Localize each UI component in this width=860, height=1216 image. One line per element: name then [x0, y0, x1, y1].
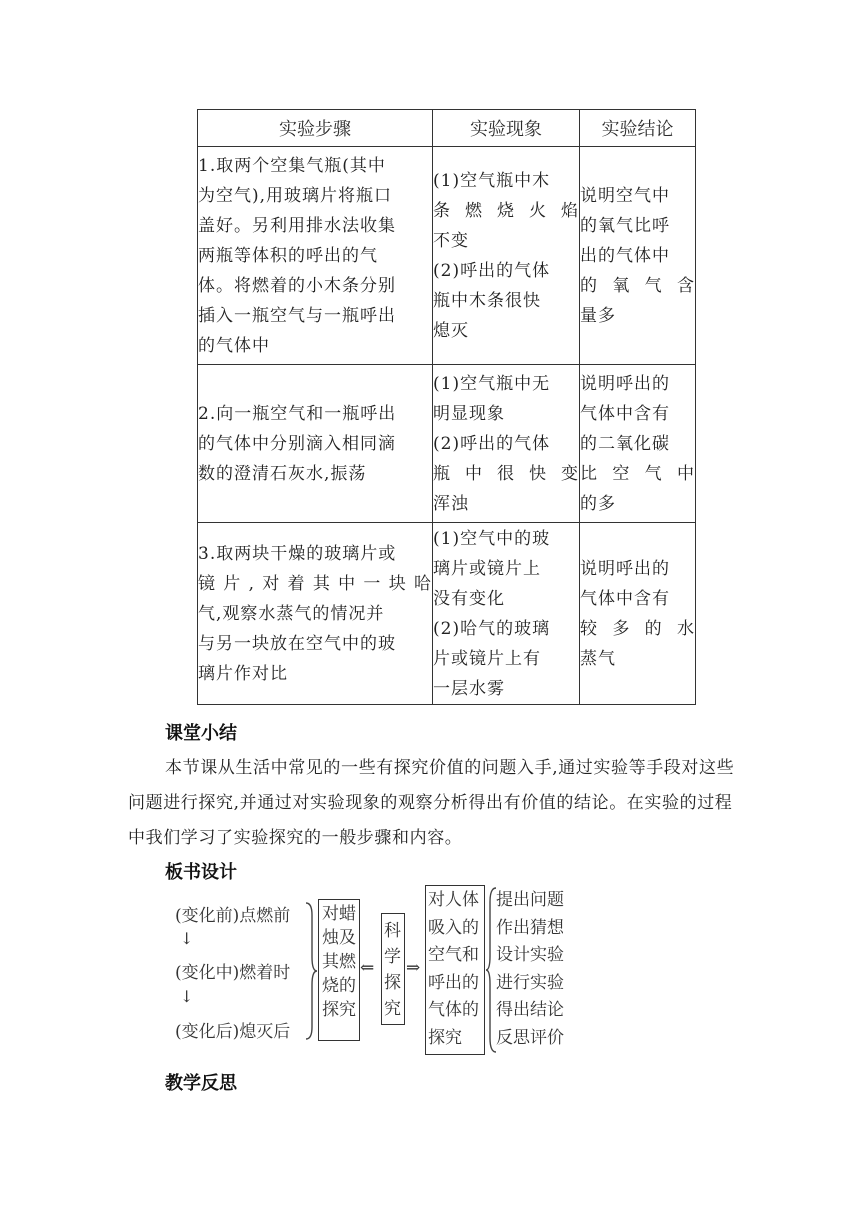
down-arrow-icon: ↓	[180, 987, 194, 1006]
phenomenon-line: 瓶中很快变	[433, 463, 579, 484]
phenomenon-line: 熄灭	[433, 320, 469, 341]
phenomenon-line: 璃片或镜片上	[433, 558, 541, 579]
science-inquiry-char: 探	[384, 973, 401, 993]
conclusion-line: 说明呼出的	[580, 558, 670, 579]
step-line: 两瓶等体积的呼出的气	[198, 245, 378, 266]
header-conclusion: 实验结论	[580, 110, 696, 147]
conclusion-line: 气体中含有	[580, 588, 670, 609]
phenomenon-line: (2)哈气的玻璃	[433, 618, 551, 639]
body-gas-inquiry-line: 气体的	[428, 1000, 479, 1020]
inquiry-step: 作出猜想	[496, 917, 564, 938]
phenomenon-line: (2)呼出的气体	[433, 260, 551, 281]
science-inquiry-text	[384, 918, 401, 1022]
summary-paragraph-line: 中我们学习了实验探究的一般步骤和内容。	[128, 828, 463, 848]
step-line: 2.向一瓶空气和一瓶呼出	[198, 403, 397, 424]
table-row	[198, 147, 696, 365]
body-gas-inquiry-text	[428, 887, 479, 1052]
step-line: 的气体中分别滴入相同滴	[198, 433, 396, 454]
step-cell	[198, 523, 433, 705]
right-double-arrow-icon: ⇒	[406, 958, 421, 978]
conclusion-line: 量多	[580, 305, 616, 326]
left-double-arrow-icon: ⇐	[360, 958, 375, 978]
table-row	[198, 523, 696, 705]
board-heading: 板书设计	[165, 862, 237, 883]
phenomenon-line: 片或镜片上有	[433, 648, 541, 669]
candle-inquiry-line: 烧的	[322, 976, 356, 996]
phenomenon-cell	[433, 147, 580, 365]
conclusion-cell	[580, 147, 696, 365]
conclusion-line: 的氧气比呼	[580, 215, 670, 236]
inquiry-step: 得出结论	[496, 1000, 564, 1020]
candle-inquiry-line: 对蜡	[322, 904, 356, 924]
conclusion-line: 的多	[580, 493, 616, 514]
inquiry-step: 反思评价	[496, 1027, 564, 1048]
step-cell	[198, 365, 433, 523]
conclusion-cell	[580, 365, 696, 523]
phenomenon-cell	[433, 365, 580, 523]
conclusion-line: 出的气体中	[580, 245, 670, 266]
body-gas-inquiry-line: 对人体	[428, 890, 479, 910]
stage-during: (变化中)燃着时	[175, 963, 291, 983]
phenomenon-line: 浑浊	[433, 493, 469, 514]
candle-inquiry-line: 探究	[322, 1000, 356, 1020]
stage-after: (变化后)熄灭后	[175, 1022, 291, 1042]
phenomenon-line: 不变	[433, 230, 469, 251]
stage-before: (变化前)点燃前	[175, 906, 291, 926]
phenomenon-line: (1)空气瓶中木	[433, 170, 551, 191]
step-line: 为空气),用玻璃片将瓶口	[198, 185, 393, 206]
conclusion-line: 气体中含有	[580, 403, 670, 424]
conclusion-line: 说明空气中	[580, 185, 670, 206]
step-line: 数的澄清石灰水,振荡	[198, 463, 367, 484]
conclusion-cell	[580, 523, 696, 705]
conclusion-line: 蒸气	[580, 648, 616, 669]
phenomenon-line: (1)空气中的玻	[433, 528, 551, 549]
phenomenon-line: 一层水雾	[433, 678, 505, 699]
table-row	[198, 365, 696, 523]
step-line: 体。将燃着的小木条分别	[198, 275, 396, 296]
step-line: 的气体中	[198, 335, 270, 356]
step-line: 3.取两块干燥的玻璃片或	[198, 543, 397, 564]
candle-inquiry-line: 烛及	[322, 928, 356, 948]
conclusion-line: 说明呼出的	[580, 373, 670, 394]
step-line: 璃片作对比	[198, 663, 288, 684]
phenomenon-line: 瓶中木条很快	[433, 290, 541, 311]
science-inquiry-char: 学	[384, 947, 401, 967]
phenomenon-line: 条燃烧火焰	[433, 200, 579, 221]
phenomenon-line: 明显现象	[433, 403, 505, 424]
conclusion-line: 较多的水	[580, 618, 695, 639]
table-header-row	[198, 110, 696, 147]
body-gas-inquiry-line: 空气和	[428, 945, 479, 965]
inquiry-step: 提出问题	[496, 890, 564, 910]
science-inquiry-char: 究	[384, 999, 401, 1019]
conclusion-line: 的氧气含	[580, 275, 695, 296]
step-line: 与另一块放在空气中的玻	[198, 633, 396, 654]
phenomenon-cell	[433, 523, 580, 705]
inquiry-steps-list	[496, 887, 564, 1052]
body-gas-inquiry-line: 探究	[428, 1027, 462, 1048]
phenomenon-line: (2)呼出的气体	[433, 433, 551, 454]
inquiry-step: 设计实验	[496, 945, 564, 965]
step-line: 插入一瓶空气与一瓶呼出	[198, 305, 396, 326]
step-line: 镜片,对着其中一块哈	[198, 573, 432, 594]
conclusion-line: 的二氧化碳	[580, 433, 670, 454]
step-cell	[198, 147, 433, 365]
candle-inquiry-line: 其燃	[322, 952, 356, 972]
phenomenon-line: 没有变化	[433, 588, 505, 609]
step-line: 气,观察水蒸气的情况并	[198, 603, 385, 624]
down-arrow-icon: ↓	[180, 929, 194, 948]
phenomenon-line: (1)空气瓶中无	[433, 373, 551, 394]
step-line: 盖好。另利用排水法收集	[198, 215, 396, 236]
step-line: 1.取两个空集气瓶(其中	[198, 155, 386, 176]
header-steps: 实验步骤	[198, 110, 433, 147]
reflection-heading: 教学反思	[165, 1073, 237, 1094]
summary-paragraph-line: 问题进行探究,并通过对实验现象的观察分析得出有价值的结论。在实验的过程	[128, 793, 733, 813]
summary-heading: 课堂小结	[165, 723, 237, 744]
science-inquiry-char: 科	[384, 921, 401, 941]
conclusion-line: 比空气中	[580, 463, 695, 484]
body-gas-inquiry-line: 呼出的	[428, 972, 479, 993]
candle-inquiry-text	[322, 902, 356, 1022]
experiment-table	[197, 109, 696, 705]
inquiry-step: 进行实验	[496, 972, 564, 993]
header-phenomena: 实验现象	[433, 110, 580, 147]
summary-paragraph-line: 本节课从生活中常见的一些有探究价值的问题入手,通过实验等手段对这些	[165, 758, 735, 778]
right-brace-icon	[304, 901, 318, 1041]
body-gas-inquiry-line: 吸入的	[428, 917, 479, 938]
